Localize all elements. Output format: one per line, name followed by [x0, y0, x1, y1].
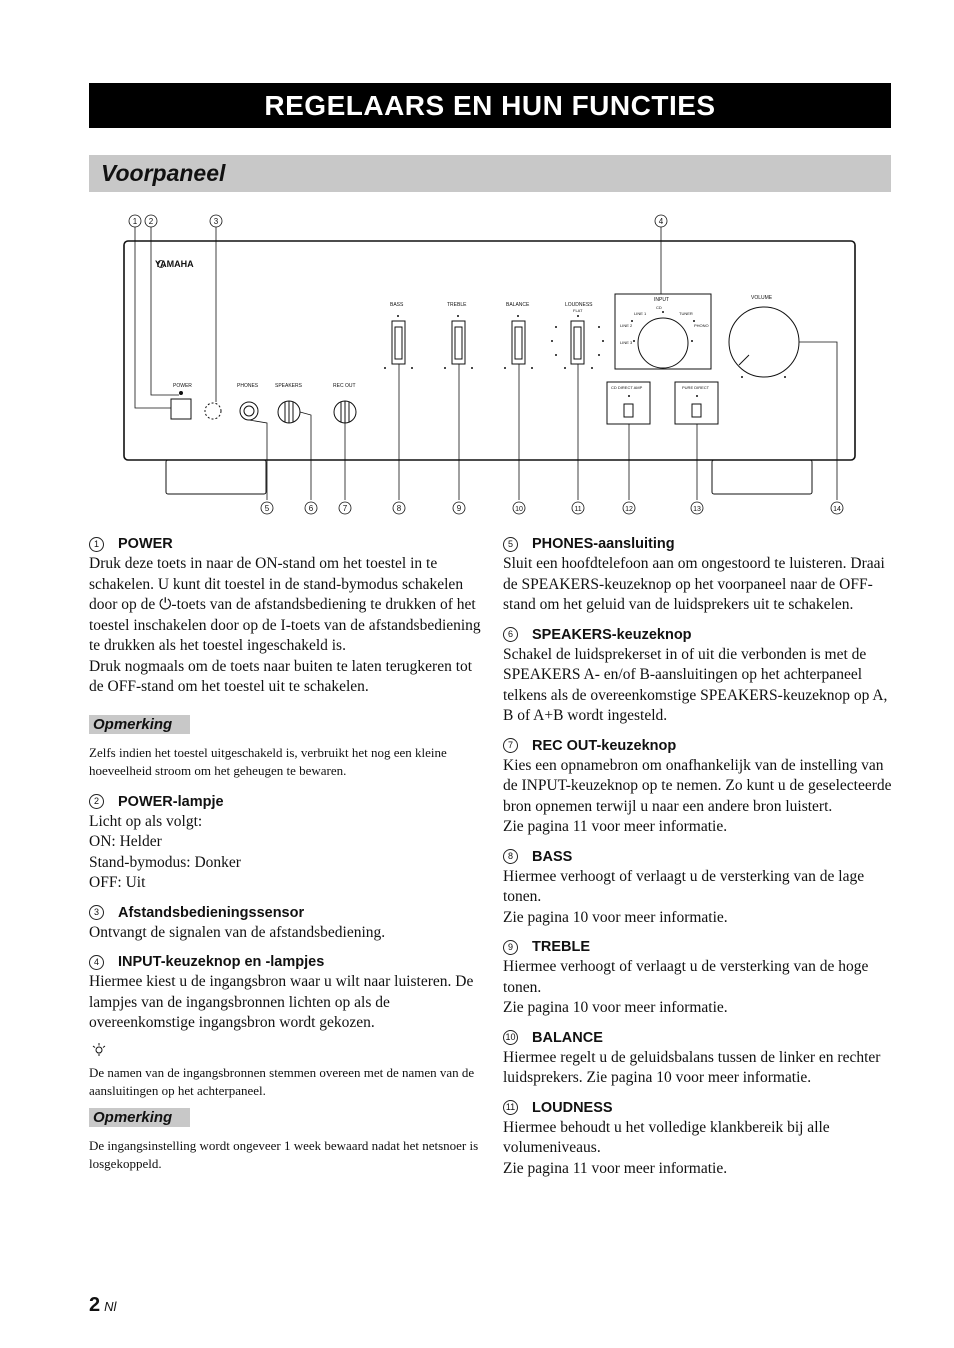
- item-title: BALANCE: [532, 1029, 603, 1046]
- item-loudness: 11 LOUDNESS Hiermee behoudt u het volledige klankbereik bij alle volumeniveaus. Zie pagina 11 voor meer informatie.: [503, 1099, 830, 1177]
- callout-4: 4: [658, 217, 664, 226]
- callout-13: 13: [693, 506, 701, 513]
- item-title: REC OUT-keuzeknop: [532, 737, 677, 754]
- callout-8: 8: [396, 504, 402, 513]
- item-remote-sensor: 3 Afstandsbedieningssensor Ontvangt de signalen van de afstandsbediening.: [89, 904, 386, 941]
- svg-text:PHONO: PHONO: [694, 323, 709, 328]
- item-bass: 8 BASS Hiermee verhoogt of verlaagt u de versterking van de lage tonen. Zie pagina 10 voor meer informatie.: [503, 848, 865, 926]
- item-power: 1 POWER Druk deze toets in naar de ON-stand om het toestel in te schakelen. U kunt dit toestel in de stand-bymodus schakelen door op de ⏻-toets van de afstandsbediening te drukken of het toestel inschakelen door op de I-toets van de afstandsbediening te drukken als het toestel ingeschakeld is. Druk nogmaals om de toets naar buiten te laten terugkeren tot de OFF-stand om het toestel uit te schakelen.: [89, 534, 481, 698]
- item-title: BASS: [532, 848, 573, 865]
- note-label: Opmerking: [89, 1108, 190, 1127]
- callout-6: 6: [308, 504, 314, 513]
- svg-text:SPEAKERS: SPEAKERS: [275, 383, 302, 389]
- callout-5: 5: [264, 504, 270, 513]
- power-lamp: [180, 392, 183, 395]
- svg-text:INPUT: INPUT: [654, 297, 669, 303]
- callout-10: 10: [515, 506, 523, 513]
- item-title: INPUT-keuzeknop en -lampjes: [118, 954, 325, 970]
- item-balance: 10 BALANCE Hiermee regelt u de geluidsbalans tussen de linker en rechter luidsprekers. Zie pagina 10 voor meer informatie.: [503, 1029, 881, 1086]
- svg-text:LINE 2: LINE 2: [620, 323, 633, 328]
- callout-14: 14: [833, 506, 841, 513]
- item-title: Afstandsbedieningssensor: [118, 904, 305, 921]
- item-input: 4 INPUT-keuzeknop en -lampjes Hiermee kiest u de ingangsbron waar u wilt naar luisteren. De lampjes van de ingangsbronnen lichten op als de overeenkomstige ingangsbron wordt gekozen.: [89, 954, 474, 1031]
- right-column: [503, 534, 895, 1188]
- note-text: De ingangsinstelling wordt ongeveer 1 week bewaard nadat het netsnoer is losgekoppeld.: [89, 1137, 479, 1171]
- svg-text:CD DIRECT AMP: CD DIRECT AMP: [611, 385, 643, 390]
- callout-7: 7: [342, 504, 348, 513]
- item-rec-out: 7 REC OUT-keuzeknop Kies een opnamebron om onafhankelijk van de instelling van de INPUT-keuzeknop op te nemen. Zo kunt u de geselecteerde bron opnemen terwijl u naar een andere bron luistert. Zie pagina 11 voor meer informatie.: [503, 737, 892, 835]
- brand-logo: YAMAHA: [155, 259, 194, 269]
- svg-text:BASS: BASS: [390, 302, 404, 308]
- item-title: POWER: [118, 536, 173, 552]
- tip-block: [89, 1043, 481, 1100]
- right-foot: [712, 460, 812, 494]
- svg-text:FLAT: FLAT: [573, 308, 583, 313]
- item-phones: 5 PHONES-aansluiting Sluit een hoofdtelefoon aan om ongestoord te luisteren. Draai de SPEAKERS-keuzeknop op het voorpaneel naar de OFF-stand om het geluid van de luidsprekers uit te schakelen.: [503, 536, 885, 613]
- svg-text:PHONES: PHONES: [237, 383, 259, 389]
- page-number: 2 Nl: [89, 1294, 117, 1316]
- callout-9: 9: [456, 504, 462, 513]
- note-text: Zelfs indien het toestel uitgeschakeld is, verbruikt het nog een kleine hoeveelheid stroom om het geheugen te bewaren.: [89, 744, 447, 778]
- section-heading: Voorpaneel: [89, 155, 891, 192]
- item-title: SPEAKERS-keuzeknop: [532, 626, 692, 643]
- tip-text: De namen van de ingangsbronnen stemmen overeen met de namen van de aansluitingen op het achterpaneel.: [89, 1064, 475, 1098]
- note-block: [89, 1100, 481, 1173]
- item-speakers: 6 SPEAKERS-keuzeknop Schakel de luidsprekerset in of uit die verbonden is met de SPEAKERS A- en/of B-aansluitingen op het achterpaneel telkens als de overeenkomstige SPEAKERS-keuzeknop op A, B of A+B wordt ingesteld.: [503, 626, 888, 724]
- left-foot: [166, 460, 266, 494]
- panel-body: [124, 241, 855, 460]
- item-treble: 9 TREBLE Hiermee verhoogt of verlaagt u de versterking van de hoge tonen. Zie pagina 10 voor meer informatie.: [503, 939, 869, 1016]
- svg-text:PURE DIRECT: PURE DIRECT: [682, 385, 710, 390]
- page-title: REGELAARS EN HUN FUNCTIES: [89, 83, 891, 128]
- lightbulb-icon: [91, 1043, 481, 1062]
- callout-3: 3: [213, 217, 219, 226]
- left-column: [89, 534, 481, 1173]
- svg-text:TREBLE: TREBLE: [447, 302, 467, 308]
- item-title: LOUDNESS: [532, 1099, 613, 1116]
- item-text: Druk nogmaals om de toets naar buiten te laten terugkeren tot de OFF-stand om het toestel uit te schakelen.: [89, 657, 473, 695]
- svg-text:LINE 3: LINE 3: [620, 340, 633, 345]
- callout-12: 12: [625, 506, 633, 513]
- callout-11: 11: [574, 506, 582, 513]
- svg-text:LOUDNESS: LOUDNESS: [565, 302, 593, 308]
- front-panel-diagram: [89, 205, 891, 525]
- callout-1: 1: [132, 217, 138, 226]
- svg-text:BALANCE: BALANCE: [506, 302, 530, 308]
- item-title: TREBLE: [532, 939, 590, 955]
- callout-2: 2: [148, 217, 154, 226]
- page-language: Nl: [104, 1299, 117, 1314]
- svg-text:CD: CD: [656, 305, 662, 310]
- svg-text:REC OUT: REC OUT: [333, 383, 356, 389]
- item-title: PHONES-aansluiting: [532, 536, 675, 552]
- note-label: Opmerking: [89, 715, 190, 734]
- svg-text:VOLUME: VOLUME: [751, 295, 773, 301]
- item-title: POWER-lampje: [118, 793, 224, 810]
- svg-text:TUNER: TUNER: [679, 311, 693, 316]
- item-power-lamp: 2 POWER-lampje Licht op als volgt: ON: Helder Stand-bymodus: Donker OFF: Uit: [89, 793, 241, 891]
- item-text: Druk deze toets in naar de ON-stand om het toestel in te schakelen. U kunt dit toestel in de stand-bymodus schakelen door op de ⏻-toets van de afstandsbediening te drukken of het toestel inschakelen door op de I-toets van de afstandsbediening te drukken als het toestel ingeschakeld is.: [89, 555, 481, 654]
- svg-text:LINE 1: LINE 1: [634, 311, 647, 316]
- svg-text:POWER: POWER: [173, 383, 192, 389]
- note-block: [89, 707, 481, 780]
